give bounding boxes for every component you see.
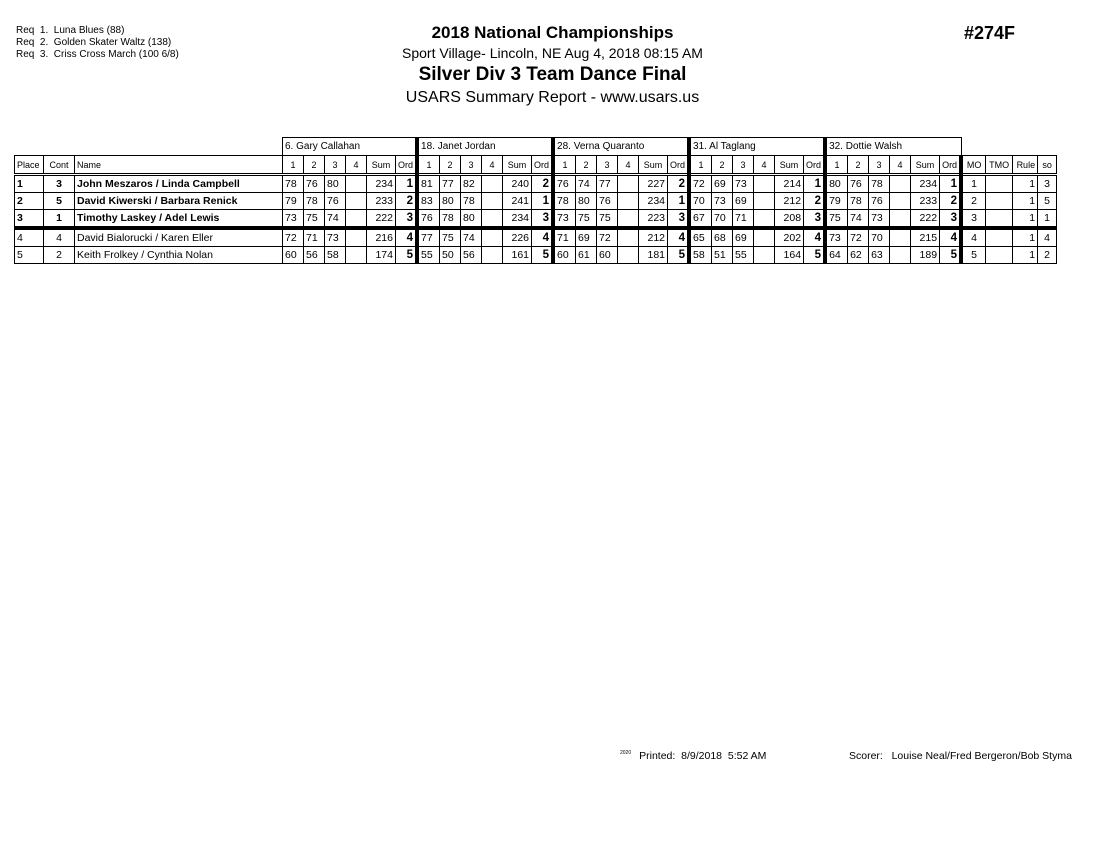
- score-cell: 58: [325, 247, 346, 264]
- score-cell: [890, 247, 911, 264]
- rule-cell: 1: [1013, 228, 1038, 247]
- score-cell: 74: [325, 210, 346, 229]
- score-cell: 72: [848, 228, 869, 247]
- sum-cell: 226: [503, 228, 532, 247]
- score-cell: 76: [417, 210, 440, 229]
- score-cell: 78: [440, 210, 461, 229]
- requirement-item: Req 1. Luna Blues (88): [16, 25, 125, 36]
- score-cell: 73: [869, 210, 890, 229]
- judge-header-row: [15, 138, 1057, 156]
- column-header-ord: Ord: [396, 156, 418, 175]
- score-cell: [346, 210, 367, 229]
- requirement-item: Req 2. Golden Skater Waltz (138): [16, 37, 172, 48]
- tmo-cell: [986, 175, 1013, 193]
- score-cell: [346, 228, 367, 247]
- score-cell: 71: [733, 210, 754, 229]
- column-header-score: 2: [712, 156, 733, 175]
- place-cell: 3: [15, 210, 44, 229]
- score-cell: 76: [304, 175, 325, 193]
- column-header-score: 1: [689, 156, 712, 175]
- score-cell: [890, 193, 911, 210]
- judge-name: 28. Verna Quaranto: [553, 138, 689, 156]
- score-cell: [618, 193, 639, 210]
- ordinal-cell: 3: [396, 210, 418, 229]
- ordinal-cell: 2: [940, 193, 962, 210]
- score-cell: 76: [553, 175, 576, 193]
- column-header-tmo: TMO: [986, 156, 1013, 175]
- score-cell: 65: [689, 228, 712, 247]
- sum-cell: 233: [911, 193, 940, 210]
- score-cell: 76: [848, 175, 869, 193]
- score-cell: 69: [576, 228, 597, 247]
- score-cell: 80: [576, 193, 597, 210]
- sum-cell: 234: [639, 193, 668, 210]
- rule-cell: 1: [1013, 210, 1038, 229]
- ordinal-cell: 5: [940, 247, 962, 264]
- sum-cell: 161: [503, 247, 532, 264]
- tmo-cell: [986, 193, 1013, 210]
- score-cell: 51: [712, 247, 733, 264]
- so-cell: 3: [1038, 175, 1057, 193]
- table-row: [15, 193, 1057, 210]
- column-header-sum: Sum: [775, 156, 804, 175]
- column-header-rule: Rule: [1013, 156, 1038, 175]
- ordinal-cell: 2: [804, 193, 826, 210]
- contestant-number-cell: 3: [44, 175, 75, 193]
- score-cell: 69: [712, 175, 733, 193]
- skater-names-cell: Keith Frolkey / Cynthia Nolan: [75, 247, 283, 264]
- ordinal-cell: 3: [804, 210, 826, 229]
- score-cell: 73: [733, 175, 754, 193]
- column-header-score: 4: [754, 156, 775, 175]
- place-cell: 4: [15, 228, 44, 247]
- ordinal-cell: 3: [940, 210, 962, 229]
- score-cell: [890, 175, 911, 193]
- report-header: [300, 22, 805, 109]
- spacer: [961, 138, 1057, 156]
- score-cell: 50: [440, 247, 461, 264]
- report-subtitle: USARS Summary Report - www.usars.us: [405, 89, 700, 106]
- column-header-score: 3: [597, 156, 618, 175]
- requirement-item: Req 3. Criss Cross March (100 6/8): [16, 49, 179, 60]
- score-cell: [482, 193, 503, 210]
- contestant-number-cell: 1: [44, 210, 75, 229]
- ordinal-cell: 3: [532, 210, 554, 229]
- score-cell: [890, 210, 911, 229]
- sum-cell: 212: [639, 228, 668, 247]
- ordinal-cell: 4: [940, 228, 962, 247]
- column-header-score: 1: [283, 156, 304, 175]
- score-cell: [754, 175, 775, 193]
- ordinal-cell: 2: [532, 175, 554, 193]
- column-header-place: Place: [15, 156, 44, 175]
- rule-cell: 1: [1013, 175, 1038, 193]
- score-cell: 74: [848, 210, 869, 229]
- score-cell: 80: [461, 210, 482, 229]
- score-cell: 81: [417, 175, 440, 193]
- sum-cell: 174: [367, 247, 396, 264]
- column-header-score: 3: [461, 156, 482, 175]
- column-header-sum: Sum: [911, 156, 940, 175]
- table-row: [15, 228, 1057, 247]
- score-cell: 78: [553, 193, 576, 210]
- skater-names-cell: Timothy Laskey / Adel Lewis: [75, 210, 283, 229]
- printed-info: [620, 750, 766, 762]
- score-cell: 74: [461, 228, 482, 247]
- results-table: [14, 137, 1057, 264]
- mo-cell: 5: [961, 247, 986, 264]
- ordinal-cell: 1: [804, 175, 826, 193]
- sum-cell: 212: [775, 193, 804, 210]
- sum-cell: 208: [775, 210, 804, 229]
- column-header-row: [15, 156, 1057, 175]
- ordinal-cell: 5: [532, 247, 554, 264]
- score-cell: [618, 210, 639, 229]
- score-cell: 83: [417, 193, 440, 210]
- column-header-sum: Sum: [639, 156, 668, 175]
- ordinal-cell: 2: [668, 175, 690, 193]
- score-cell: 79: [283, 193, 304, 210]
- score-cell: 80: [325, 175, 346, 193]
- score-cell: 73: [325, 228, 346, 247]
- competition-title: 2018 National Championships: [431, 23, 674, 42]
- column-header-ord: Ord: [804, 156, 826, 175]
- score-cell: 78: [461, 193, 482, 210]
- column-header-ord: Ord: [940, 156, 962, 175]
- score-cell: 77: [440, 175, 461, 193]
- score-cell: [346, 175, 367, 193]
- ordinal-cell: 4: [804, 228, 826, 247]
- score-cell: 55: [733, 247, 754, 264]
- mo-cell: 2: [961, 193, 986, 210]
- score-cell: 70: [712, 210, 733, 229]
- score-cell: 80: [440, 193, 461, 210]
- score-cell: 60: [553, 247, 576, 264]
- venue-datetime: Sport Village- Lincoln, NE Aug 4, 2018 08:15 AM: [402, 45, 703, 61]
- score-cell: [482, 175, 503, 193]
- ordinal-cell: 4: [668, 228, 690, 247]
- score-cell: 77: [417, 228, 440, 247]
- score-cell: 63: [869, 247, 890, 264]
- score-cell: 58: [689, 247, 712, 264]
- column-header-so: so: [1038, 156, 1057, 175]
- score-cell: 55: [417, 247, 440, 264]
- judge-name: 6. Gary Callahan: [283, 138, 418, 156]
- score-cell: [754, 210, 775, 229]
- score-cell: 73: [825, 228, 848, 247]
- score-cell: 78: [283, 175, 304, 193]
- score-cell: 76: [325, 193, 346, 210]
- score-cell: 74: [576, 175, 597, 193]
- score-cell: 70: [689, 193, 712, 210]
- footer-code: 2020: [620, 750, 632, 756]
- judge-name: 18. Janet Jordan: [417, 138, 553, 156]
- sum-cell: 222: [367, 210, 396, 229]
- so-cell: 2: [1038, 247, 1057, 264]
- table-row: [15, 247, 1057, 264]
- column-header-ord: Ord: [532, 156, 554, 175]
- column-header-sum: Sum: [503, 156, 532, 175]
- sum-cell: 164: [775, 247, 804, 264]
- score-cell: 78: [869, 175, 890, 193]
- score-cell: 56: [461, 247, 482, 264]
- column-header-score: 4: [618, 156, 639, 175]
- score-cell: 60: [597, 247, 618, 264]
- requirements-list: [16, 25, 179, 61]
- mo-cell: 3: [961, 210, 986, 229]
- ordinal-cell: 5: [396, 247, 418, 264]
- score-cell: 62: [848, 247, 869, 264]
- column-header-mo: MO: [961, 156, 986, 175]
- printed-timestamp: Printed: 8/9/2018 5:52 AM: [639, 750, 767, 762]
- score-cell: 61: [576, 247, 597, 264]
- score-cell: [618, 175, 639, 193]
- contestant-number-cell: 5: [44, 193, 75, 210]
- score-cell: 75: [576, 210, 597, 229]
- sum-cell: 181: [639, 247, 668, 264]
- skater-names-cell: John Meszaros / Linda Campbell: [75, 175, 283, 193]
- sum-cell: 227: [639, 175, 668, 193]
- event-title: Silver Div 3 Team Dance Final: [418, 64, 687, 85]
- judge-name: 32. Dottie Walsh: [825, 138, 961, 156]
- score-cell: 70: [869, 228, 890, 247]
- tmo-cell: [986, 228, 1013, 247]
- column-header-score: 2: [440, 156, 461, 175]
- score-cell: 75: [597, 210, 618, 229]
- score-cell: 73: [553, 210, 576, 229]
- score-cell: 69: [733, 228, 754, 247]
- sum-cell: 216: [367, 228, 396, 247]
- score-cell: 76: [869, 193, 890, 210]
- event-number: #274F: [964, 23, 1016, 43]
- column-header-score: 4: [482, 156, 503, 175]
- tmo-cell: [986, 210, 1013, 229]
- column-header-name: Name: [75, 156, 283, 175]
- score-cell: 72: [283, 228, 304, 247]
- ordinal-cell: 1: [940, 175, 962, 193]
- sum-cell: 234: [367, 175, 396, 193]
- judge-name: 31. Al Taglang: [689, 138, 825, 156]
- column-header-score: 1: [553, 156, 576, 175]
- contestant-number-cell: 4: [44, 228, 75, 247]
- so-cell: 5: [1038, 193, 1057, 210]
- sum-cell: 215: [911, 228, 940, 247]
- score-cell: 80: [825, 175, 848, 193]
- place-cell: 2: [15, 193, 44, 210]
- score-cell: 71: [553, 228, 576, 247]
- sum-cell: 202: [775, 228, 804, 247]
- score-cell: 56: [304, 247, 325, 264]
- tmo-cell: [986, 247, 1013, 264]
- ordinal-cell: 1: [532, 193, 554, 210]
- column-header-cont: Cont: [44, 156, 75, 175]
- score-cell: [482, 247, 503, 264]
- sum-cell: 234: [911, 175, 940, 193]
- column-header-score: 2: [848, 156, 869, 175]
- column-header-score: 3: [869, 156, 890, 175]
- rule-cell: 1: [1013, 247, 1038, 264]
- column-header-score: 1: [825, 156, 848, 175]
- ordinal-cell: 1: [396, 175, 418, 193]
- score-cell: [482, 228, 503, 247]
- score-cell: 78: [304, 193, 325, 210]
- skater-names-cell: David Kiwerski / Barbara Renick: [75, 193, 283, 210]
- spacer: [15, 138, 283, 156]
- score-cell: 69: [733, 193, 754, 210]
- score-cell: [482, 210, 503, 229]
- score-cell: [346, 247, 367, 264]
- sum-cell: 189: [911, 247, 940, 264]
- column-header-score: 4: [346, 156, 367, 175]
- column-header-score: 2: [304, 156, 325, 175]
- sum-cell: 234: [503, 210, 532, 229]
- ordinal-cell: 3: [668, 210, 690, 229]
- so-cell: 1: [1038, 210, 1057, 229]
- sum-cell: 222: [911, 210, 940, 229]
- score-cell: [618, 247, 639, 264]
- score-cell: 67: [689, 210, 712, 229]
- sum-cell: 214: [775, 175, 804, 193]
- score-cell: 60: [283, 247, 304, 264]
- score-cell: 77: [597, 175, 618, 193]
- column-header-score: 4: [890, 156, 911, 175]
- score-cell: [754, 247, 775, 264]
- score-cell: 75: [440, 228, 461, 247]
- score-cell: 64: [825, 247, 848, 264]
- contestant-number-cell: 2: [44, 247, 75, 264]
- score-cell: 75: [825, 210, 848, 229]
- score-cell: [618, 228, 639, 247]
- score-cell: 68: [712, 228, 733, 247]
- table-row: [15, 210, 1057, 229]
- ordinal-cell: 2: [396, 193, 418, 210]
- table-row: [15, 175, 1057, 193]
- rule-cell: 1: [1013, 193, 1038, 210]
- score-cell: [754, 228, 775, 247]
- column-header-score: 1: [417, 156, 440, 175]
- mo-cell: 4: [961, 228, 986, 247]
- score-cell: 82: [461, 175, 482, 193]
- sum-cell: 233: [367, 193, 396, 210]
- column-header-score: 3: [733, 156, 754, 175]
- score-cell: [890, 228, 911, 247]
- score-cell: 73: [283, 210, 304, 229]
- place-cell: 1: [15, 175, 44, 193]
- so-cell: 4: [1038, 228, 1057, 247]
- score-cell: 76: [597, 193, 618, 210]
- column-header-ord: Ord: [668, 156, 690, 175]
- ordinal-cell: 5: [804, 247, 826, 264]
- score-cell: 78: [848, 193, 869, 210]
- column-header-score: 3: [325, 156, 346, 175]
- mo-cell: 1: [961, 175, 986, 193]
- score-cell: 71: [304, 228, 325, 247]
- score-cell: 75: [304, 210, 325, 229]
- ordinal-cell: 4: [532, 228, 554, 247]
- sum-cell: 240: [503, 175, 532, 193]
- ordinal-cell: 4: [396, 228, 418, 247]
- column-header-score: 2: [576, 156, 597, 175]
- scorer-info: Scorer: Louise Neal/Fred Bergeron/Bob Styma: [849, 750, 1072, 762]
- place-cell: 5: [15, 247, 44, 264]
- skater-names-cell: David Bialorucki / Karen Eller: [75, 228, 283, 247]
- sum-cell: 223: [639, 210, 668, 229]
- score-cell: 72: [689, 175, 712, 193]
- ordinal-cell: 5: [668, 247, 690, 264]
- column-header-sum: Sum: [367, 156, 396, 175]
- ordinal-cell: 1: [668, 193, 690, 210]
- score-cell: [346, 193, 367, 210]
- sum-cell: 241: [503, 193, 532, 210]
- score-cell: [754, 193, 775, 210]
- score-cell: 73: [712, 193, 733, 210]
- score-cell: 79: [825, 193, 848, 210]
- score-cell: 72: [597, 228, 618, 247]
